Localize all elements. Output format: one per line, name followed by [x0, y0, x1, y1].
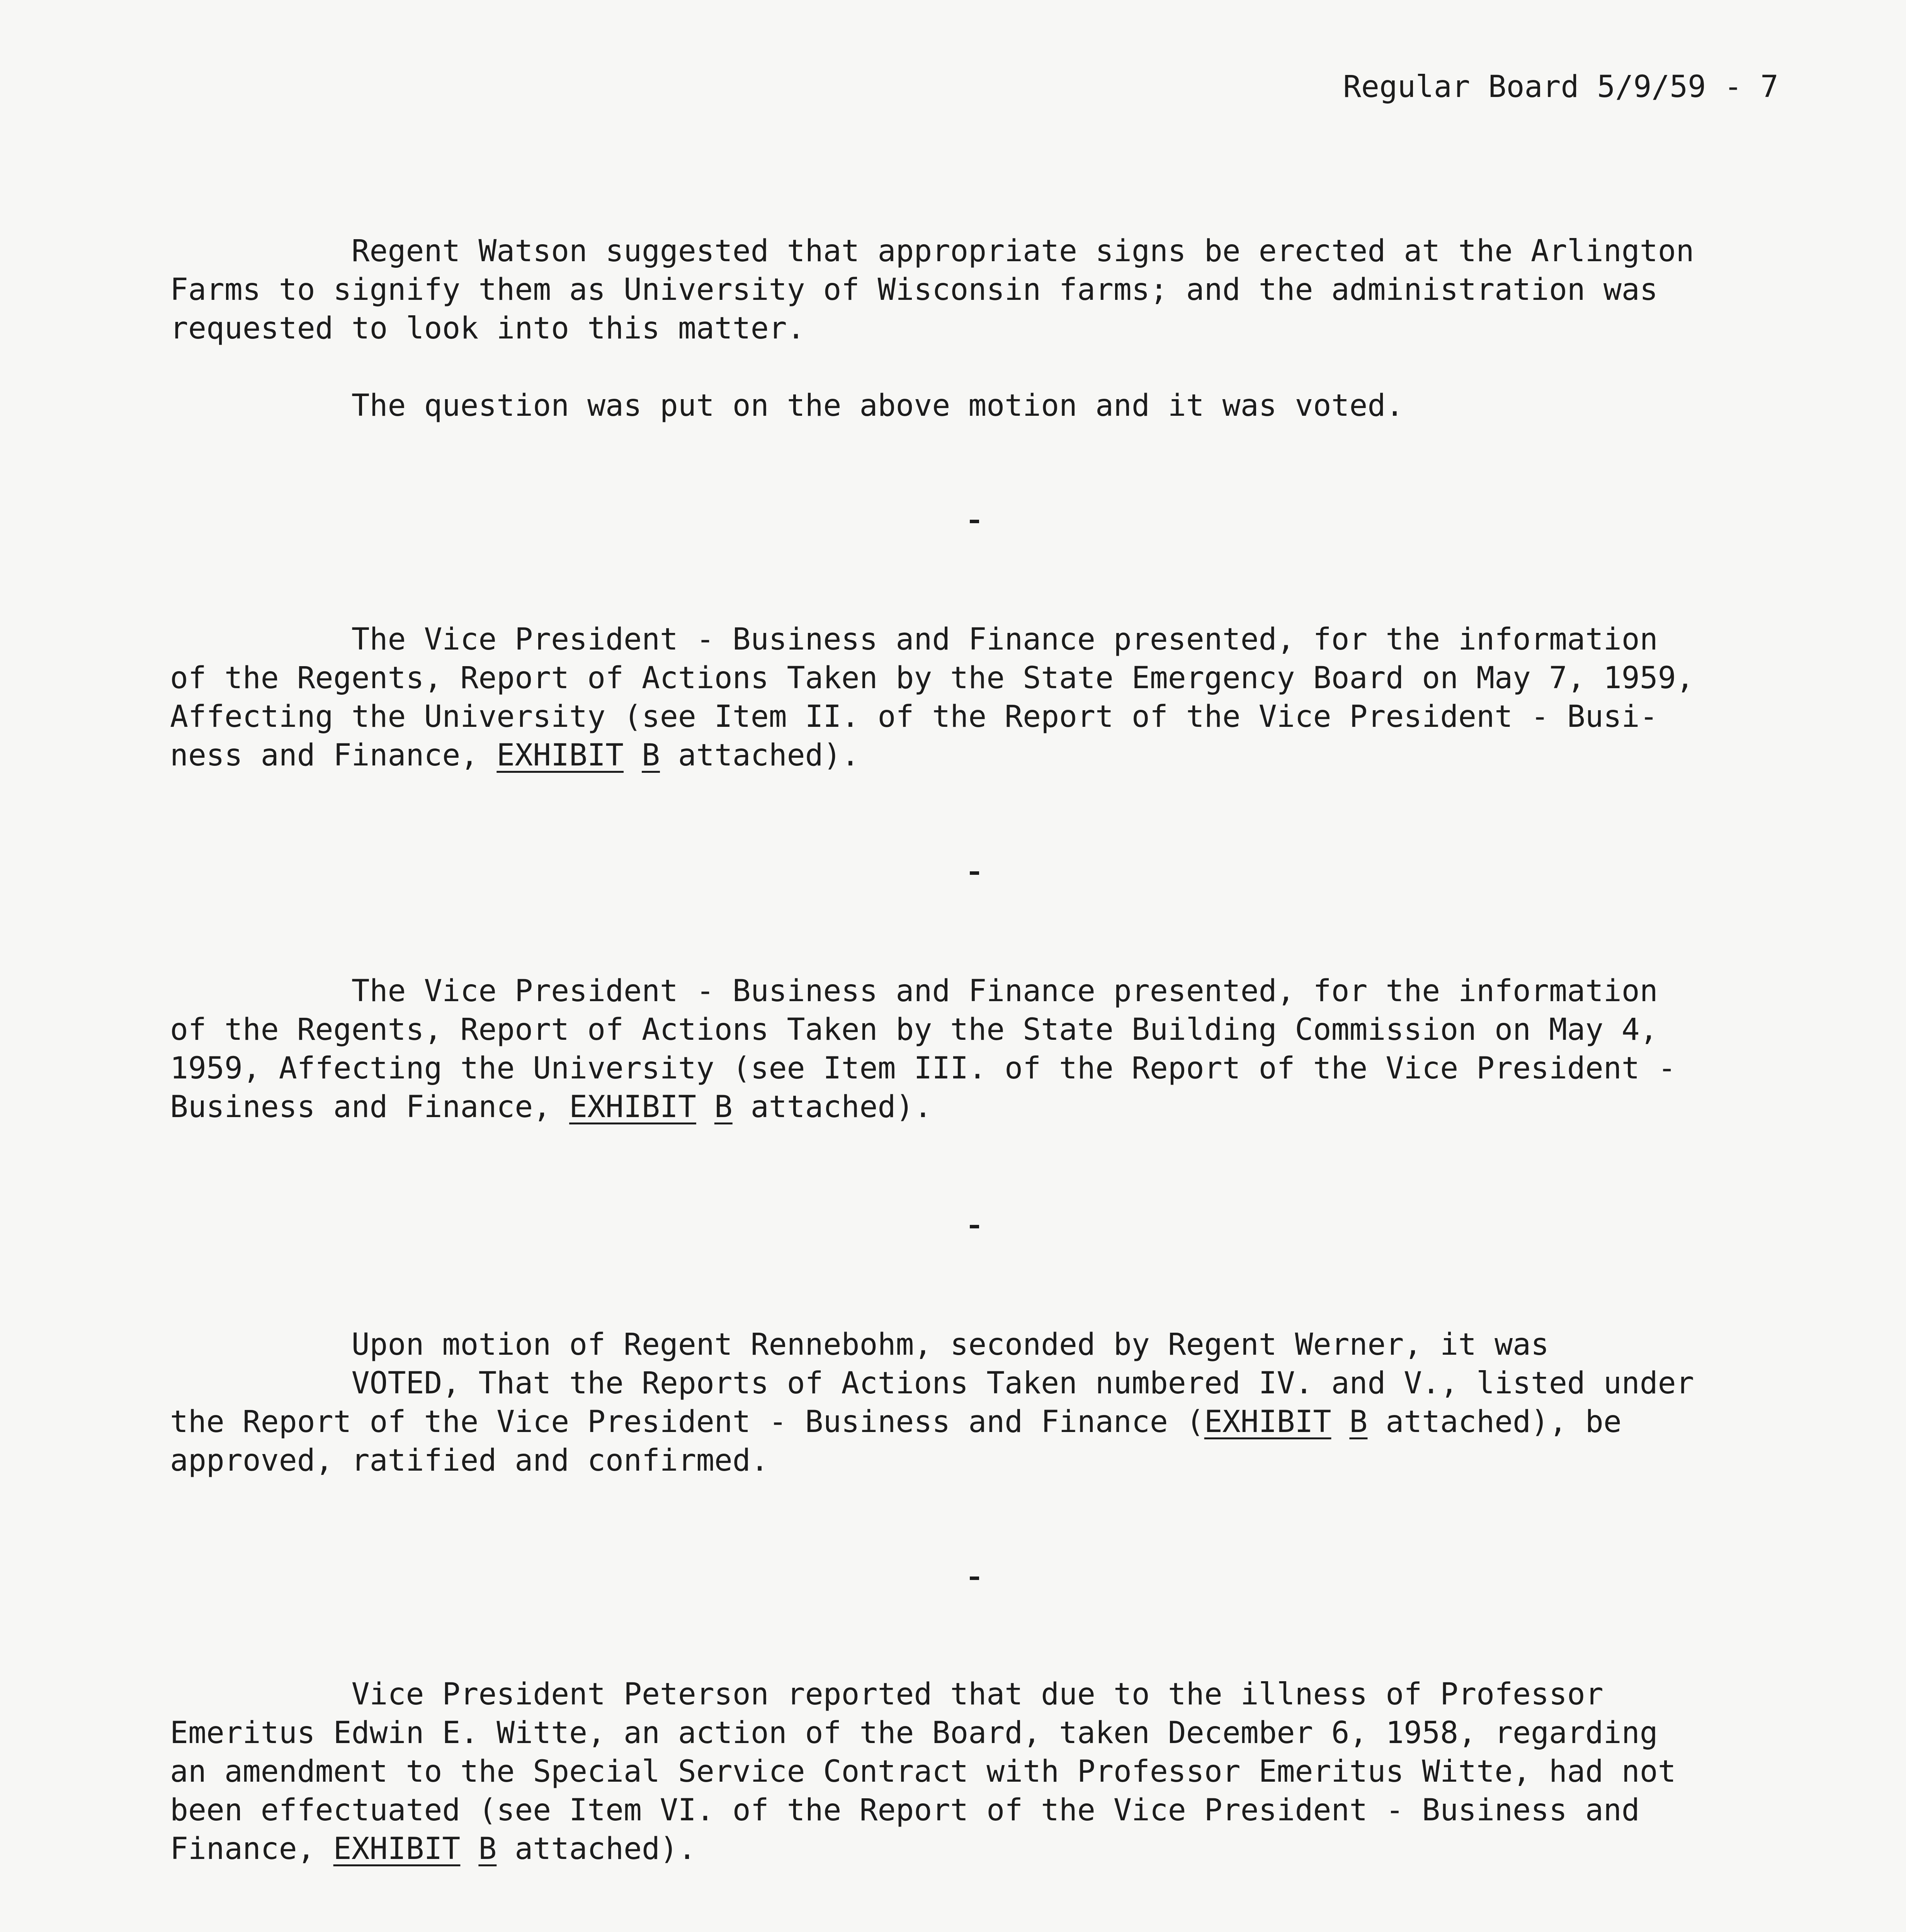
exhibit-letter: B — [478, 1832, 497, 1866]
text-line — [170, 348, 1831, 386]
text-line: Upon motion of Regent Rennebohm, seconded by Regent Werner, it was — [170, 1327, 1549, 1362]
text-segment: Business and Finance, — [170, 1090, 570, 1124]
exhibit-letter: B — [641, 738, 660, 773]
exhibit-reference-line — [170, 1830, 1831, 1868]
exhibit-label: EXHIBIT — [1204, 1405, 1331, 1439]
text-segment: ness and Finance, — [170, 738, 497, 773]
text-line: The question was put on the above motion and it was voted. — [170, 388, 1404, 423]
exhibit-letter: B — [714, 1090, 733, 1124]
exhibit-label: EXHIBIT — [569, 1090, 696, 1124]
text-line: Affecting the University (see Item II. of the Report of the Vice President - Busi- — [170, 699, 1658, 734]
exhibit-label: EXHIBIT — [333, 1832, 461, 1866]
section-separator — [970, 871, 979, 875]
text-line: been effectuated (see Item VI. of the Report of the Vice President - Business and — [170, 1793, 1640, 1828]
text-segment: attached). — [660, 738, 860, 773]
section-separator — [970, 520, 979, 523]
text-line: The Vice President - Business and Finance presented, for the information — [170, 974, 1658, 1009]
paragraph-building-commission — [170, 972, 1831, 1126]
text-segment: attached), be — [1367, 1405, 1622, 1439]
text-segment: attached). — [496, 1832, 696, 1866]
paragraph-emergency-board — [170, 620, 1831, 775]
exhibit-label: EXHIBIT — [496, 738, 624, 773]
paragraph-reports-iv-v — [170, 1325, 1831, 1480]
section-separator — [970, 1225, 979, 1228]
text-segment — [624, 738, 642, 773]
paragraph-arlington-signs — [170, 232, 1831, 425]
text-line: requested to look into this matter. — [170, 311, 805, 346]
text-segment: attached). — [732, 1090, 932, 1124]
text-segment — [696, 1090, 714, 1124]
text-line: The Vice President - Business and Finance presented, for the information — [170, 622, 1658, 657]
exhibit-letter: B — [1349, 1405, 1368, 1439]
exhibit-reference-line — [170, 1088, 1831, 1126]
text-line: Vice President Peterson reported that due to the illness of Professor — [170, 1677, 1603, 1712]
text-line: 1959, Affecting the University (see Item III. of the Report of the Vice President - — [170, 1051, 1676, 1086]
text-segment: the Report of the Vice President - Business and Finance ( — [170, 1405, 1204, 1439]
text-segment — [460, 1832, 478, 1866]
text-segment — [1331, 1405, 1349, 1439]
text-line: Regent Watson suggested that appropriate signs be erected at the Arlington — [170, 234, 1694, 269]
text-line: of the Regents, Report of Actions Taken by the State Building Commission on May 4, — [170, 1012, 1658, 1047]
text-segment: Finance, — [170, 1832, 333, 1866]
paragraph-witte-contract — [170, 1675, 1831, 1868]
text-line: of the Regents, Report of Actions Taken by the State Emergency Board on May 7, 1959, — [170, 661, 1694, 696]
section-separator — [970, 1577, 979, 1580]
exhibit-reference-line — [170, 1403, 1831, 1441]
text-line: VOTED, That the Reports of Actions Taken numbered IV. and V., listed under — [170, 1366, 1694, 1401]
text-line: Emeritus Edwin E. Witte, an action of the Board, taken December 6, 1958, regarding — [170, 1716, 1658, 1750]
exhibit-reference-line — [170, 736, 1831, 775]
text-line: approved, ratified and confirmed. — [170, 1443, 769, 1478]
text-line: an amendment to the Special Service Contract with Professor Emeritus Witte, had not — [170, 1754, 1676, 1789]
page-header: Regular Board 5/9/59 - 7 — [1343, 70, 1778, 104]
text-line: Farms to signify them as University of Wisconsin farms; and the administration was — [170, 272, 1658, 307]
